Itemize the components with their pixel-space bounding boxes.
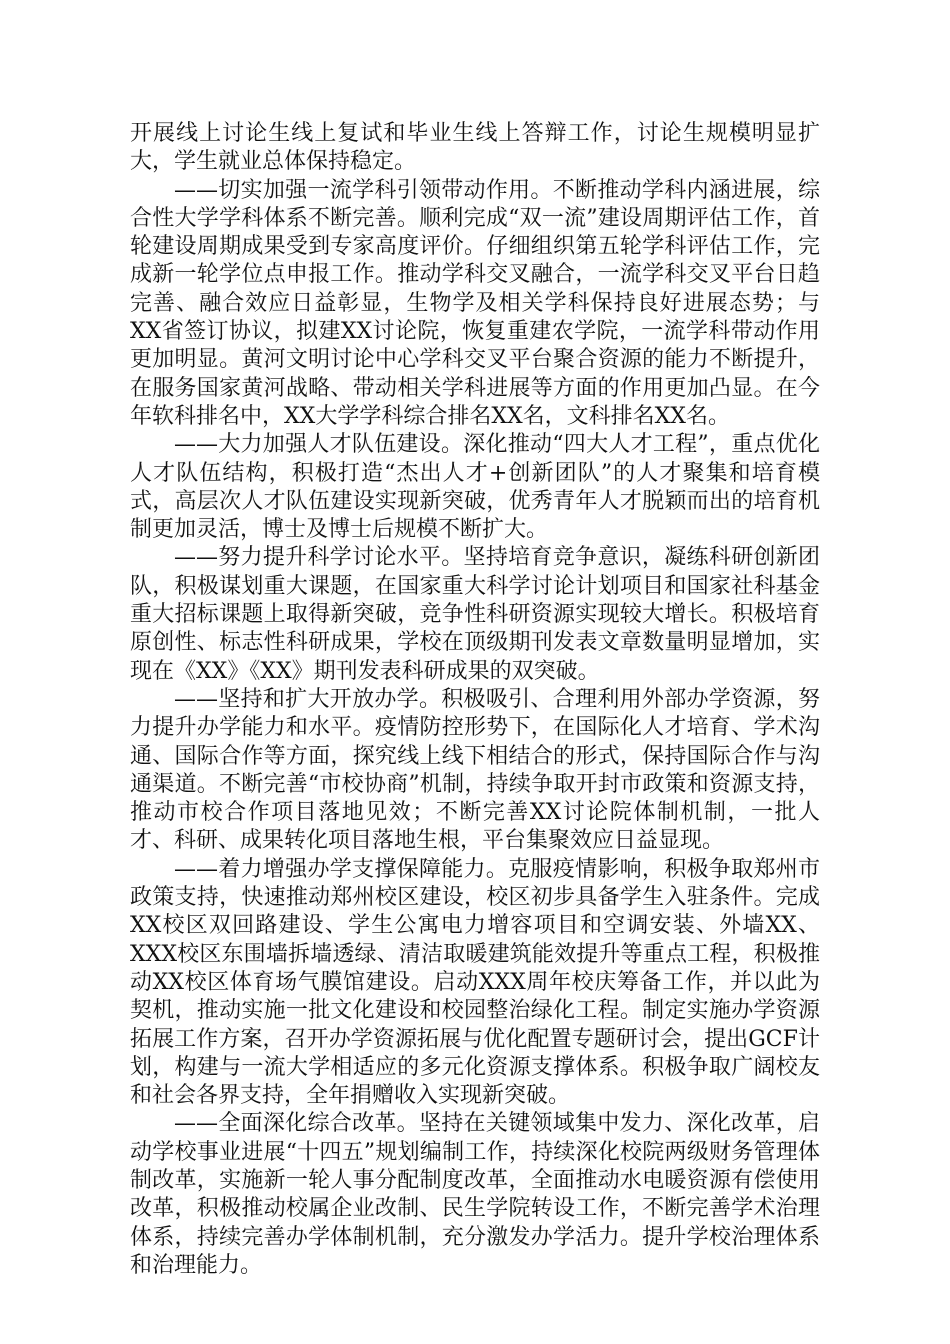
paragraph-support-capacity: ——着力增强办学支撑保障能力。克服疫情影响，积极争取郑州市政策支持，快速推动郑州校区建设，校区初步具备学生入驻条件。完成XX校区双回路建设、学生公寓电力增容项目和空调安装、外墙XX、XXX校区东围墙拆墙透绿、清洁取暖建筑能效提升等重点工程，积极推动XX校区体育场气膜馆建设。启动XXX周年校庆筹备工作，并以此为契机，推动实施一批文化建设和校园整治绿化工程。制定实施办学资源拓展工作方案，召开办学资源拓展与优化配置专题研讨会，提出GCF计划，构建与一流大学相适应的多元化资源支撑体系。积极争取广阔校友和社会各界支持，全年捐赠收入实现新突破。 [130, 856, 820, 1109]
paragraph-graduate-work: 开展线上讨论生线上复试和毕业生线上答辩工作，讨论生规模明显扩大，学生就业总体保持稳定。 [130, 121, 820, 175]
paragraph-talent-team: ——大力加强人才队伍建设。深化推动“四大人才工程”，重点优化人才队伍结构，积极打造“杰出人才+创新团队”的人才聚集和培育模式，高层次人才队伍建设实现新突破，优秀青年人才脱颖而出的培育机制更加灵活，博士及博士后规模不断扩大。 [130, 432, 820, 543]
document-page [130, 120, 820, 1280]
paragraph-scientific-research: ——努力提升科学讨论水平。坚持培育竞争意识，凝练科研创新团队，积极谋划重大课题，在国家重大科学讨论计划项目和国家社科基金重大招标课题上取得新突破，竞争性科研资源实现较大增长。积极培育原创性、标志性科研成果，学校在顶级期刊发表文章数量明显增加，实现在《XX》《XX》期刊发表科研成果的双突破。 [130, 545, 820, 684]
paragraph-comprehensive-reform: ——全面深化综合改革。坚持在关键领域集中发力、深化改革，启动学校事业进展“十四五”规划编制工作，持续深化校院两级财务管理体制改革，实施新一轮人事分配制度改革，全面推动水电暖资源有偿使用改革，积极推动校属企业改制、民生学院转设工作，不断完善学术治理体系，持续完善办学体制机制，充分激发办学活力。提升学校治理体系和治理能力。 [130, 1111, 820, 1278]
paragraph-open-education: ——坚持和扩大开放办学。积极吸引、合理利用外部办学资源，努力提升办学能力和水平。疫情防控形势下，在国际化人才培育、学术沟通、国际合作等方面，探究线上线下相结合的形式，保持国际合作与沟通渠道。不断完善“市校协商”机制，持续争取开封市政策和资源支持，推动市校合作项目落地见效；不断完善XX讨论院体制机制，一批人才、科研、成果转化项目落地生根，平台集聚效应日益显现。 [130, 686, 820, 854]
paragraph-discipline-leading: ——切实加强一流学科引领带动作用。不断推动学科内涵进展，综合性大学学科体系不断完善。顺利完成“双一流”建设周期评估工作，首轮建设周期成果受到专家高度评价。仔细组织第五轮学科评估工作，完成新一轮学位点申报工作。推动学科交叉融合，一流学科交叉平台日趋完善、融合效应日益彰显，生物学及相关学科保持良好进展态势；与XX省签订协议，拟建XX讨论院，恢复重建农学院，一流学科带动作用更加明显。黄河文明讨论中心学科交叉平台聚合资源的能力不断提升，在服务国家黄河战略、带动相关学科进展等方面的作用更加凸显。在今年软科排名中，XX大学学科综合排名XX名，文科排名XX名。 [130, 177, 820, 429]
